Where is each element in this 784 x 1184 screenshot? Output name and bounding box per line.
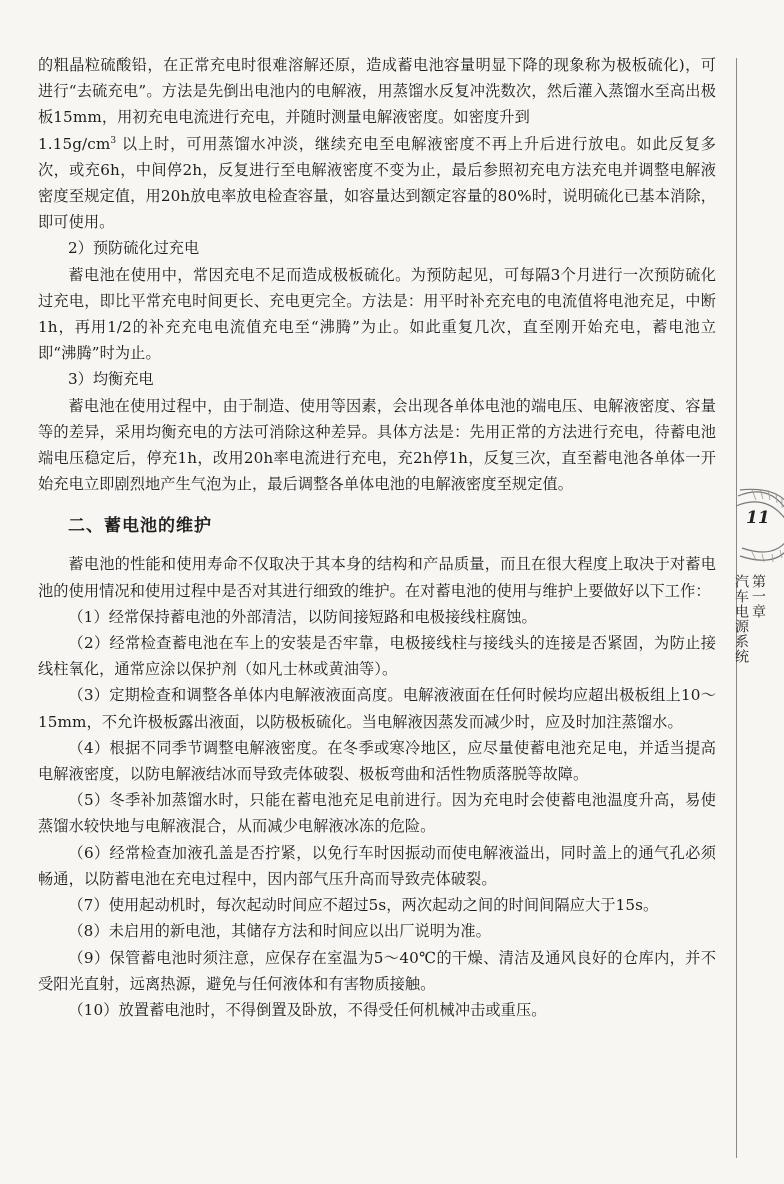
list-item: （1）经常保持蓄电池的外部清洁，以防间接短路和电极接线柱腐蚀。 <box>68 607 537 626</box>
list-item: （7）使用起动机时，每次起动时间应不超过5s，两次起动之间的时间间隔应大于15s。 <box>68 896 659 915</box>
subheading-preventive-overcharge: 2）预防硫化过充电 <box>68 239 200 258</box>
page-number: 11 <box>746 508 770 528</box>
paragraph-desulfation-rest: 以上时，可用蒸馏水冲淡，继续充电至电解液密度不再上升后进行放电。如此反复多次，或充6h，中间停2h，反复进行至电解液密度不变为止，最后参照初充电方法充电并调整电解液密度至规定值，用20h放电率放电检查容量，如容量达到额定容量的80%时，说明硫化已基本消除，即可使用。 <box>38 134 716 232</box>
density-value: 1.15g/cm <box>38 134 111 153</box>
list-item: （3）定期检查和调整各单体内电解液液面高度。电解液液面在任何时候均应超出极板组上10～15mm，不允许极板露出液面，以防极板硫化。当电解液因蒸发而减少时，应及时加注蒸馏水。 <box>38 686 716 731</box>
section-heading-maintenance: 二、蓄电池的维护 <box>68 516 212 537</box>
list-item: （9）保管蓄电池时须注意，应保存在室温为5～40℃的干燥、清洁及通风良好的仓库内，并不受阳光直射，远离热源，避免与任何液体和有害物质接触。 <box>38 948 716 993</box>
side-chapter-label <box>733 574 766 664</box>
density-exponent: 3 <box>110 135 117 146</box>
list-item: （10）放置蓄电池时，不得倒置及卧放，不得受任何机械冲击或重压。 <box>68 1000 547 1019</box>
list-item: （5）冬季补加蒸馏水时，只能在蓄电池充足电前进行。因为充电时会使蓄电池温度升高，易使蒸馏水较快地与电解液混合，从而减少电解液冰冻的危险。 <box>38 791 716 836</box>
side-chapter-title: 汽车电源系统 <box>733 574 749 664</box>
paragraph-desulfation <box>38 52 716 235</box>
subheading-equalizing-charge: 3）均衡充电 <box>68 370 154 389</box>
paragraph-equalizing-charge: 蓄电池在使用过程中，由于制造、使用等因素，会出现各单体电池的端电压、电解液密度、容量等的差异，采用均衡充电的方法可消除这种差异。具体方法是：先用正常的方法进行充电，待蓄电池端电压稳定后，停充1h，改用20h率电流进行充电，充2h停1h，反复三次，直至蓄电池各单体一开始充电立即剧烈地产生气泡为止，最后调整各单体电池的电解液密度至规定值。 <box>38 396 716 494</box>
side-chapter-number: 第一章 <box>750 574 766 619</box>
list-item: （2）经常检查蓄电池在车上的安装是否牢靠，电极接线柱与接线头的连接是否紧固，为防止接线柱氧化，通常应涂以保护剂（如凡士林或黄油等）。 <box>38 634 716 679</box>
list-item: （4）根据不同季节调整电解液密度。在冬季或寒冷地区，应尽量使蓄电池充足电，并适当提高电解液密度，以防电解液结冰而导致壳体破裂、极板弯曲和活性物质落脱等故障。 <box>38 738 716 784</box>
page-body <box>38 52 716 1023</box>
list-item: （8）未启用的新电池，其储存方法和时间应以出厂说明为准。 <box>68 922 491 941</box>
paragraph-maintenance-intro: 蓄电池的性能和使用寿命不仅取决于其本身的结构和产品质量，而且在很大程度上取决于对蓄电池的使用情况和使用过程中是否对其进行细致的维护。在对蓄电池的使用与维护上要做好以下工作： <box>38 555 716 600</box>
list-item: （6）经常检查加液孔盖是否拧紧，以免行车时因振动而使电解液溢出，同时盖上的通气孔必须畅通，以防蓄电池在充电过程中，因内部气压升高而导致壳体破裂。 <box>38 843 716 888</box>
paragraph-preventive-overcharge: 蓄电池在使用中，常因充电不足而造成极板硫化。为预防起见，可每隔3个月进行一次预防硫化过充电，即比平常充电时间更长、充电更完全。方法是：用平时补充充电的电流值将电池充足，中断1h，再用1/2的补充充电电流值充电至“沸腾”为止。如此重复几次，直至刚开始充电，蓄电池立即“沸腾”时为止。 <box>38 265 716 363</box>
paragraph-desulfation-text: 的粗晶粒硫酸铅，在正常充电时很难溶解还原，造成蓄电池容量明显下降的现象称为极板硫化)，可进行“去硫充电”。方法是先倒出电池内的电解液，用蒸馏水反复冲洗数次，然后灌入蒸馏水至高出极板15mm，用初充电电流进行充电，并随时测量电解液密度。如密度升到 <box>38 56 716 127</box>
